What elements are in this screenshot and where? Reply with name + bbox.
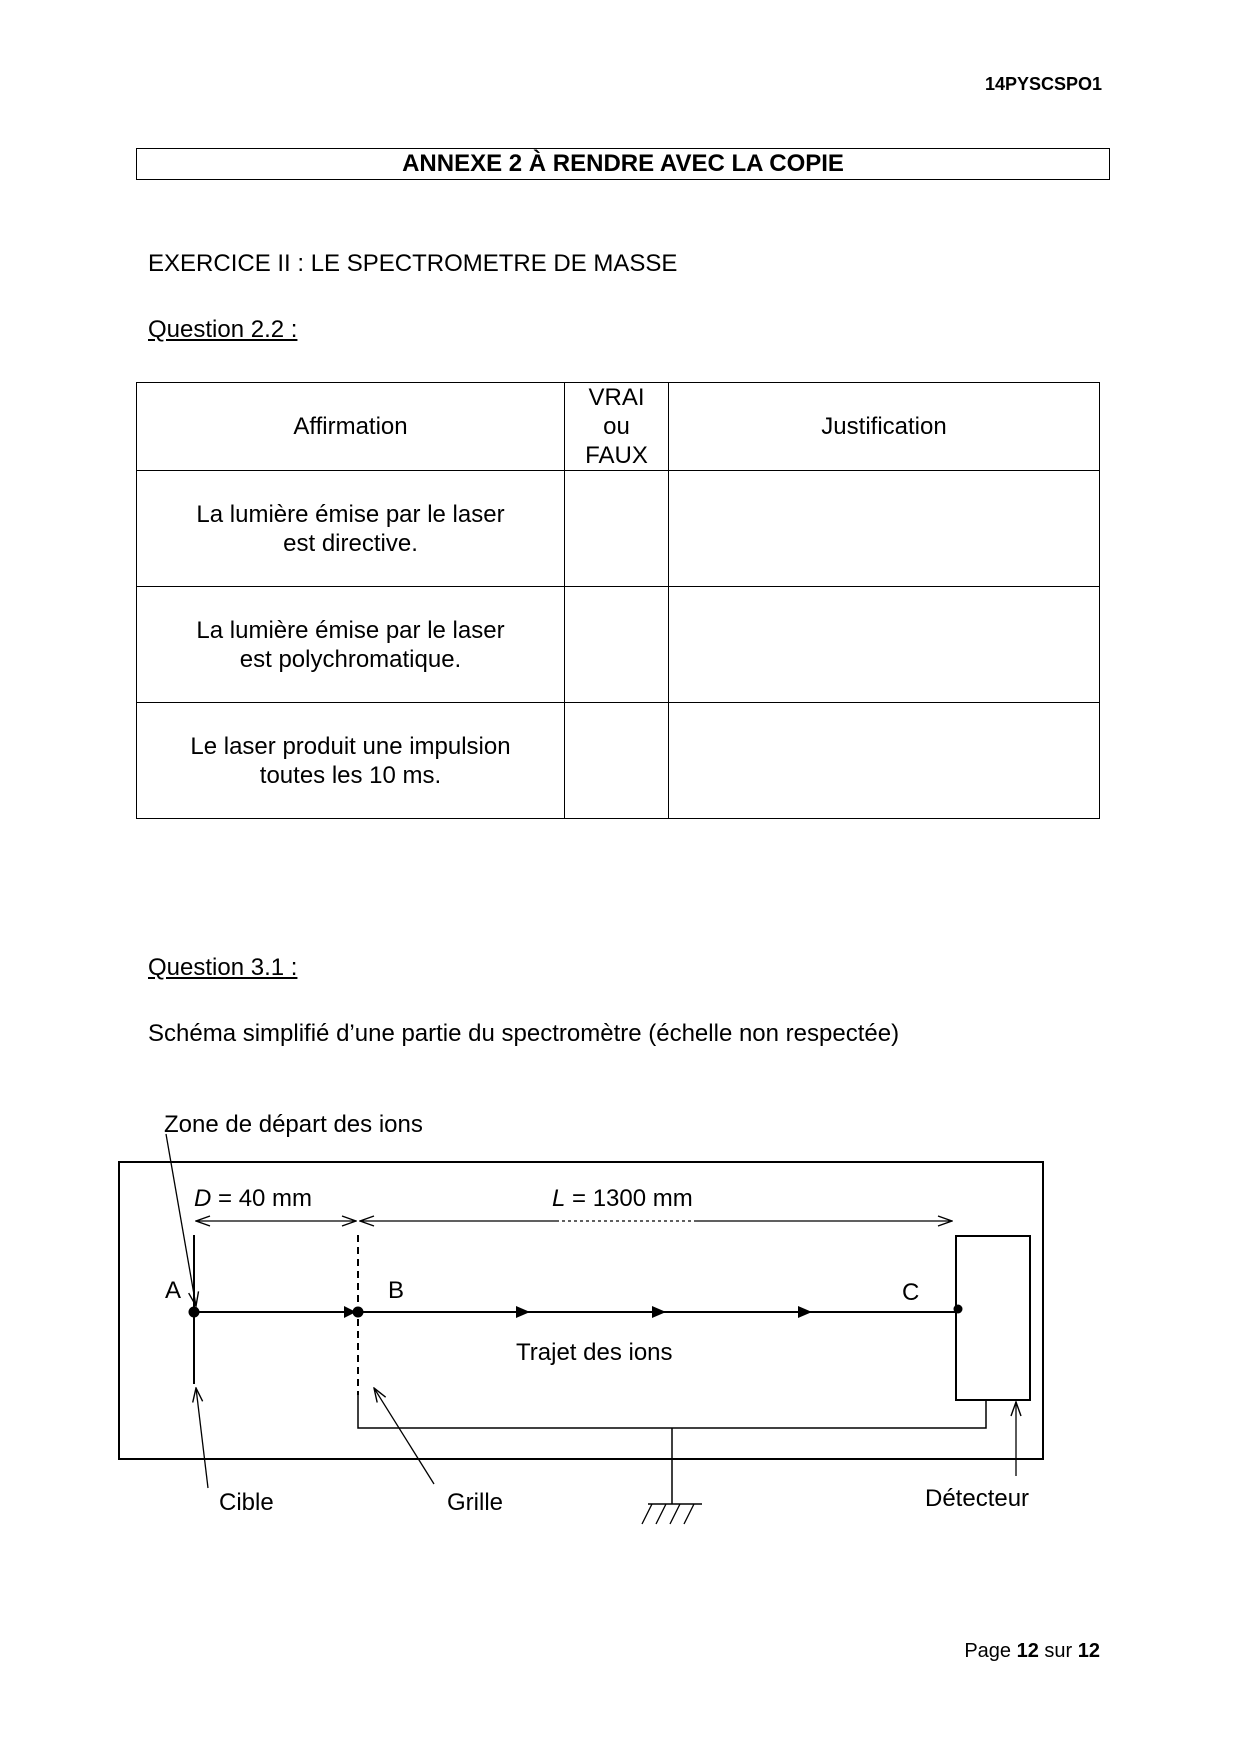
vf-answer-cell[interactable] — [565, 587, 669, 703]
detecteur-box — [956, 1236, 1030, 1400]
page-current: 12 — [1016, 1640, 1039, 1662]
vf-answer-cell[interactable] — [565, 703, 669, 819]
distance-l-value: = 1300 mm — [565, 1185, 693, 1212]
ground-wire — [358, 1395, 986, 1428]
page-middle: sur — [1038, 1640, 1078, 1662]
grille-pointer — [374, 1388, 434, 1484]
detecteur-label: Détecteur — [925, 1485, 1030, 1512]
affirmation-line2: toutes les 10 ms. — [259, 761, 442, 789]
spectrometer-diagram — [0, 1100, 1240, 1540]
distance-l-variable: L — [552, 1185, 566, 1212]
justification-cell[interactable] — [669, 587, 1100, 703]
point-c-label: C — [902, 1279, 920, 1306]
annexe-title: ANNEXE 2 À RENDRE AVEC LA COPIE — [402, 150, 844, 177]
schema-caption: Schéma simplifié d’une partie du spectromètre (échelle non respectée) — [148, 1020, 900, 1047]
header-vf-line1: VRAI — [588, 384, 645, 411]
affirmation-line1: La lumière émise par le laser — [196, 500, 505, 528]
header-vrai-ou-faux — [565, 383, 669, 471]
header-vf-line2: ou — [603, 413, 630, 440]
table-header-row — [137, 383, 1100, 471]
annexe-title-box — [136, 148, 1110, 180]
page-total: 12 — [1077, 1640, 1100, 1662]
header-affirmation: Affirmation — [137, 383, 565, 471]
affirmation-line1: Le laser produit une impulsion — [190, 732, 511, 760]
justification-cell[interactable] — [669, 471, 1100, 587]
table-row — [137, 703, 1100, 819]
document-code: 14PYSCSPO1 — [984, 74, 1102, 94]
question-2-2-label: Question 2.2 : — [148, 316, 298, 343]
exercise-title: EXERCICE II : LE SPECTROMETRE DE MASSE — [148, 250, 678, 277]
ion-path-label: Trajet des ions — [516, 1339, 673, 1366]
affirmation-cell — [137, 703, 565, 819]
ion-path-arrowhead — [516, 1306, 530, 1318]
affirmation-line2: est directive. — [283, 529, 418, 557]
table-row — [137, 471, 1100, 587]
ion-path-arrowhead — [652, 1306, 666, 1318]
distance-d-value: = 40 mm — [211, 1185, 313, 1212]
affirmation-cell — [137, 587, 565, 703]
point-b-label: B — [388, 1277, 405, 1304]
point-a-dot — [189, 1307, 200, 1318]
ground-hatch — [642, 1504, 694, 1524]
question-3-1-label: Question 3.1 : — [148, 954, 298, 981]
grille-label: Grille — [447, 1489, 504, 1516]
distance-d-variable: D — [194, 1185, 212, 1212]
table-row — [137, 587, 1100, 703]
header-justification: Justification — [669, 383, 1100, 471]
distance-d-label — [194, 1185, 312, 1212]
zone-depart-label: Zone de départ des ions — [164, 1111, 423, 1138]
point-c-dot — [954, 1305, 963, 1314]
justification-cell[interactable] — [669, 703, 1100, 819]
cible-label: Cible — [219, 1489, 274, 1516]
distance-l-label — [552, 1185, 693, 1212]
answer-table — [136, 382, 1100, 819]
page-footer — [964, 1640, 1100, 1663]
point-a-label: A — [165, 1277, 182, 1304]
page-prefix: Page — [964, 1640, 1017, 1662]
header-vf-line3: FAUX — [585, 442, 648, 469]
affirmation-line2: est polychromatique. — [239, 645, 462, 673]
vf-answer-cell[interactable] — [565, 471, 669, 587]
affirmation-line1: La lumière émise par le laser — [196, 616, 505, 644]
cible-pointer — [196, 1388, 208, 1488]
affirmation-cell — [137, 471, 565, 587]
point-b-dot — [353, 1307, 364, 1318]
ion-path-arrowhead — [798, 1306, 812, 1318]
